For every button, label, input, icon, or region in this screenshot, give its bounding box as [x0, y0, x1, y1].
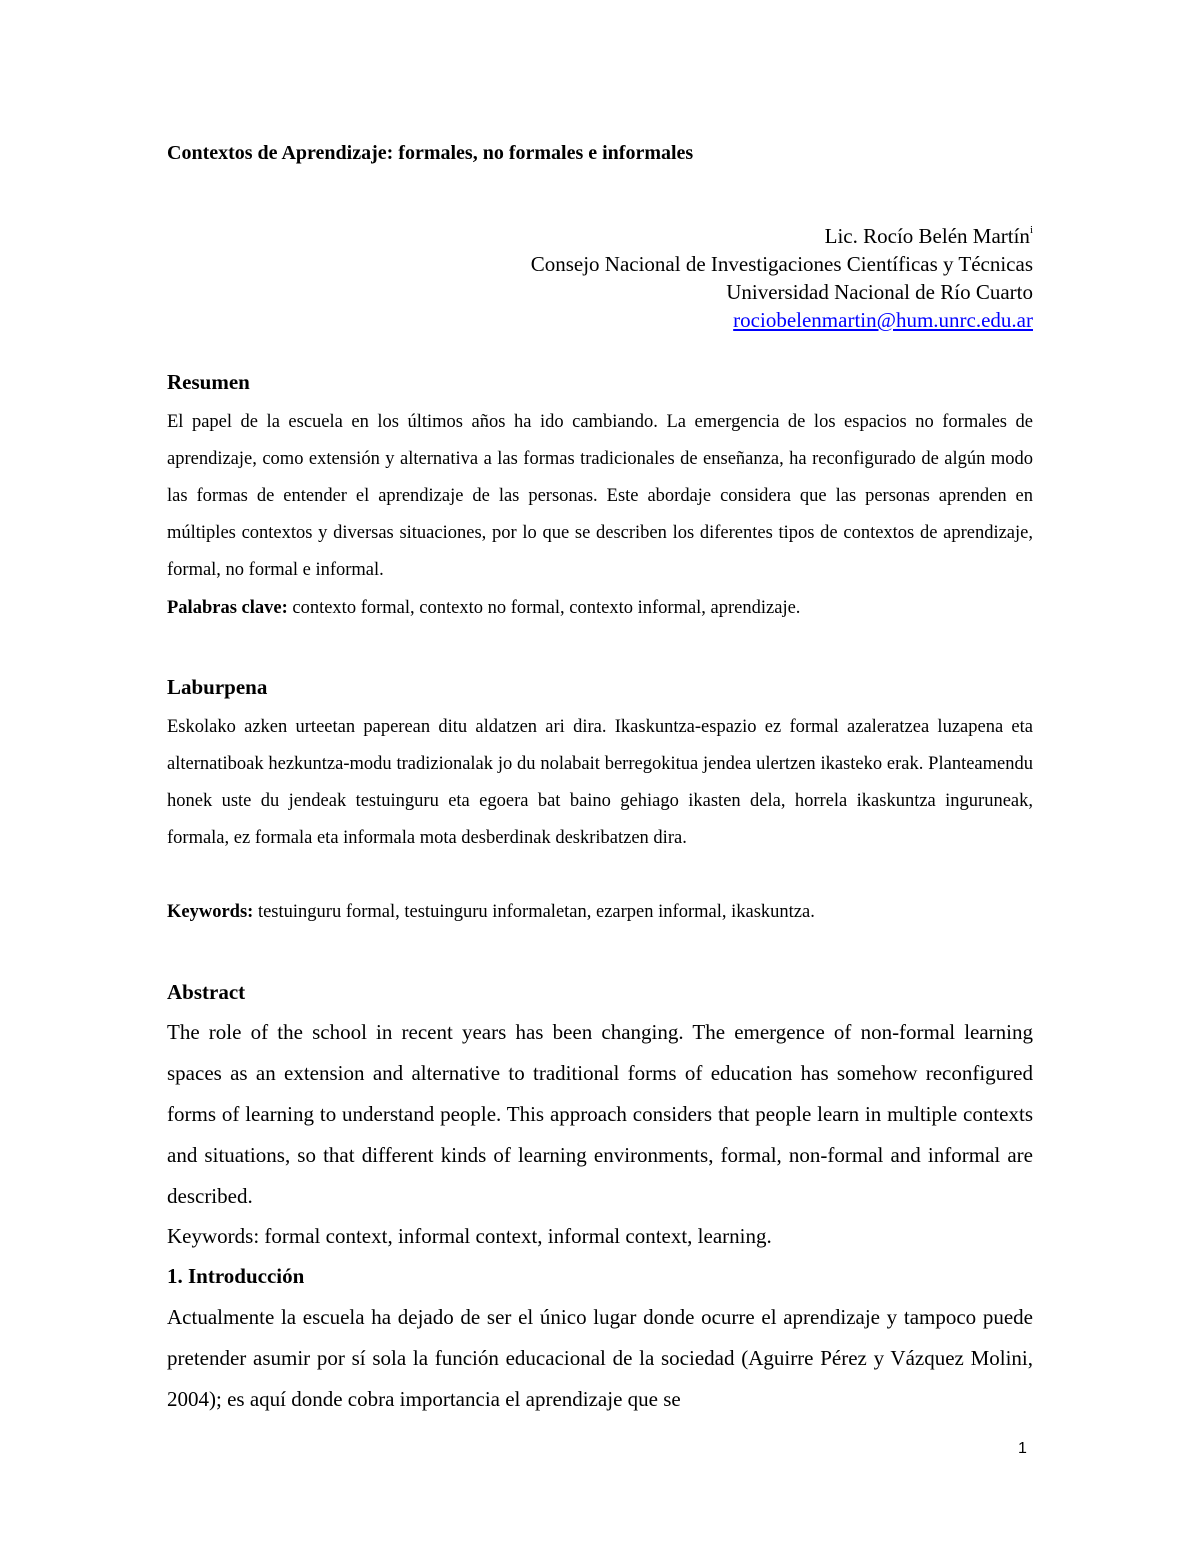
page-number: 1 — [1018, 1440, 1027, 1457]
author-affiliation-1: Consejo Nacional de Investigaciones Científicas y Técnicas — [530, 252, 1033, 276]
laburpena-keywords — [167, 902, 815, 923]
abstract-body: The role of the school in recent years has been changing. The emergence of non-formal learning spaces as an extension and alternative to traditional forms of education has somehow reconfigured forms of learning to understand people. This approach considers that people learn in multiple contexts and situations, so that different kinds of learning environments, formal, non-formal and informal are described. — [167, 1020, 1033, 1208]
laburpena-keywords-text: testuinguru formal, testuinguru informaletan, ezarpen informal, ikaskuntza. — [253, 902, 815, 922]
resumen-keywords — [167, 598, 800, 619]
author-name: Lic. Rocío Belén Martín — [824, 224, 1030, 248]
resumen-heading: Resumen — [167, 370, 250, 394]
introduccion-heading: 1. Introducción — [167, 1264, 305, 1288]
paper-title: Contextos de Aprendizaje: formales, no formales e informales — [167, 142, 694, 164]
abstract-heading: Abstract — [167, 980, 246, 1004]
introduccion-body: Actualmente la escuela ha dejado de ser el único lugar donde ocurre el aprendizaje y tampoco puede pretender asumir por sí sola la función educacional de la sociedad (Aguirre Pérez y Vázquez Molini, 2004); es aquí donde cobra importancia el aprendizaje que se — [167, 1305, 1033, 1411]
author-line — [531, 222, 1033, 250]
resumen-keywords-text: contexto formal, contexto no formal, contexto informal, aprendizaje. — [287, 598, 801, 618]
author-block — [531, 222, 1033, 334]
author-footnote-mark[interactable]: i — [1029, 224, 1033, 236]
resumen-keywords-label: Palabras clave: — [167, 598, 288, 618]
author-affiliation-2: Universidad Nacional de Río Cuarto — [726, 280, 1033, 304]
abstract-keywords: Keywords: formal context, informal context, informal context, learning. — [167, 1224, 772, 1248]
laburpena-heading: Laburpena — [167, 675, 268, 699]
laburpena-body: Eskolako azken urteetan paperean ditu aldatzen ari dira. Ikaskuntza-espazio ez formal azaleratzea luzapena eta alternatiboak hezkuntza-modu tradizionalak jo du nolabait berregokitua jendea ulertzen ikasteko erak. Planteamendu honek uste du jendeak testuinguru eta egoera bat baino gehiago ikasten dela, horrela ikaskuntza inguruneak, formala, ez formala eta informala mota desberdinak deskribatzen dira. — [167, 717, 1033, 848]
laburpena-keywords-label: Keywords: — [167, 902, 254, 922]
resumen-body: El papel de la escuela en los últimos años ha ido cambiando. La emergencia de los espacios no formales de aprendizaje, como extensión y alternativa a las formas tradicionales de enseñanza, ha reconfigurado de algún modo las formas de entender el aprendizaje de las personas. Este abordaje considera que las personas aprenden en múltiples contextos y diversas situaciones, por lo que se describen los diferentes tipos de contextos de aprendizaje, formal, no formal e informal. — [167, 412, 1033, 580]
author-email-link[interactable]: rociobelenmartin@hum.unrc.edu.ar — [733, 308, 1033, 332]
